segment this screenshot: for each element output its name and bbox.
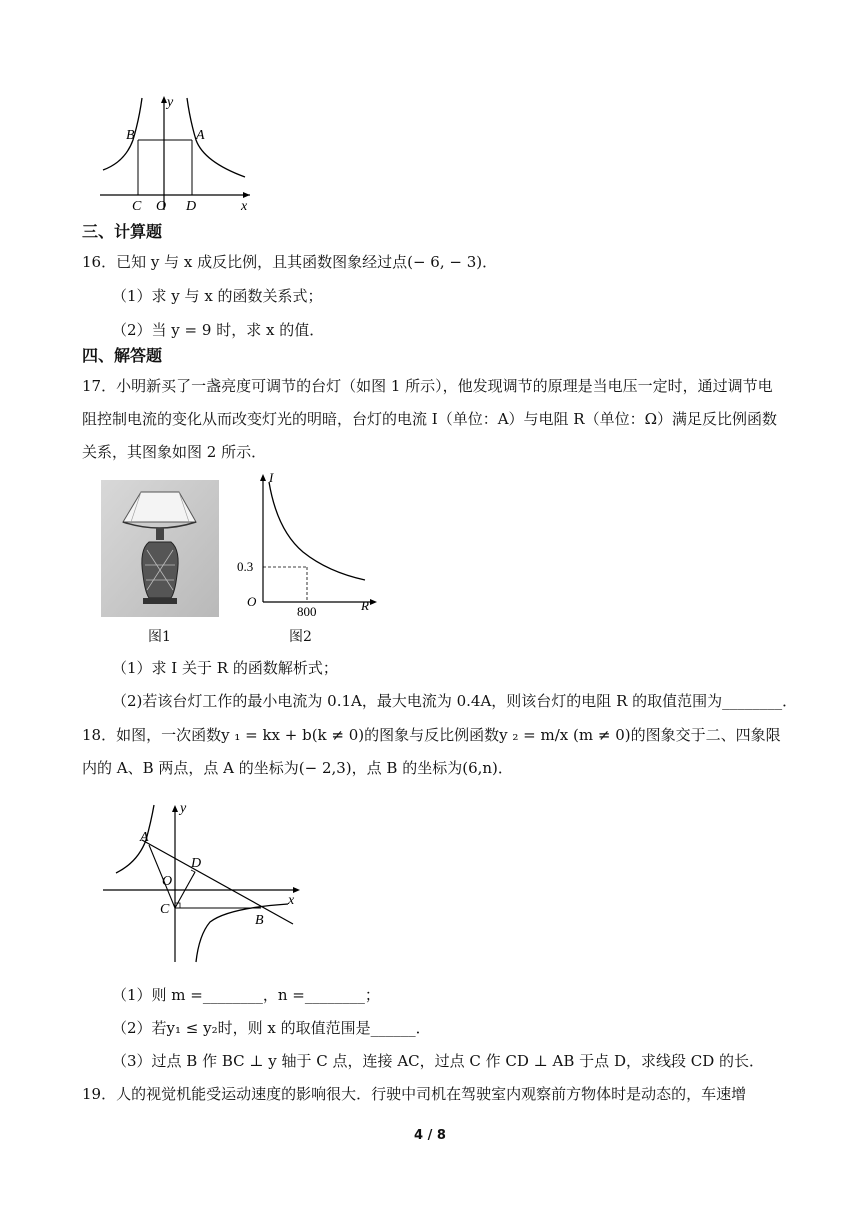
q18-point-c-label: C <box>160 902 170 917</box>
question-18-figure <box>98 800 308 965</box>
graph-x-tick: 800 <box>297 604 317 618</box>
point-d-label: D <box>186 199 197 214</box>
question-18-part-2: （2）若y₁ ≤ y₂时，则 x 的取值范围是______． <box>112 1019 431 1037</box>
y-axis-label: y <box>167 95 174 110</box>
question-19-stem: 19．人的视觉机能受运动速度的影响很大．行驶中司机在驾驶室内观察前方物体时是动态的，车速增 <box>82 1085 747 1103</box>
lamp-photo <box>101 480 219 617</box>
current-resistance-graph <box>233 470 383 618</box>
point-b-label: B <box>126 128 135 143</box>
figure-2-caption: 图2 <box>289 629 312 645</box>
origin-label: O <box>156 199 167 214</box>
x-axis-label: x <box>241 199 248 214</box>
q18-x-axis-label: x <box>288 893 295 908</box>
q18-point-d-label: D <box>191 856 202 871</box>
q18-point-a-label: A <box>140 830 149 845</box>
figure-1-caption: 图1 <box>148 629 171 645</box>
section-heading-4: 四、解答题 <box>82 346 163 365</box>
top-figure <box>95 92 260 214</box>
question-17-stem: 17．小明新买了一盏亮度可调节的台灯（如图 1 所示），他发现调节的原理是当电压一定时，通过调节电阻控制电流的变化从而改变灯光的明暗，台灯的电流 I（单位：A）与电阻 R（单位：Ω）满足反比例函数关系，其图象如图 2 所示． <box>82 377 778 461</box>
page-number: 4 / 8 <box>414 1128 446 1143</box>
question-16-part-2: （2）当 y = 9 时，求 x 的值． <box>112 321 325 339</box>
question-18-part-3: （3）过点 B 作 BC ⊥ y 轴于 C 点，连接 AC，过点 C 作 CD ⊥ AB 于点 D，求线段 CD 的长． <box>112 1052 765 1070</box>
question-18-stem: 18．如图，一次函数y ₁ = kx + b(k ≠ 0)的图象与反比例函数y ₂ = m/x (m ≠ 0)的图象交于二、四象限内的 A、B 两点，点 A 的坐标为(− 2,3)，点 B 的坐标为(6,n)． <box>82 726 781 777</box>
graph-origin-label: O <box>247 594 257 609</box>
point-c-label: C <box>132 199 142 214</box>
q18-point-b-label: B <box>255 913 264 928</box>
graph-y-label: I <box>269 470 274 485</box>
question-17-part-2: （2)若该台灯工作的最小电流为 0.1A，最大电流为 0.4A，则该台灯的电阻 R 的取值范围为________． <box>112 692 798 710</box>
section-heading-3: 三、计算题 <box>82 222 163 241</box>
graph-y-tick: 0.3 <box>237 559 254 574</box>
question-18-part-1: （1）则 m =________，n =________； <box>112 986 380 1004</box>
question-17-part-1: （1）求 I 关于 R 的函数解析式； <box>112 659 338 677</box>
q18-origin-label: O <box>162 874 173 889</box>
graph-x-label: R <box>361 598 369 613</box>
question-16-part-1: （1）求 y 与 x 的函数关系式； <box>112 287 323 305</box>
point-a-label: A <box>196 128 205 143</box>
question-16-stem: 16．已知 y 与 x 成反比例，且其函数图象经过点(− 6, − 3)． <box>82 253 498 271</box>
q18-y-axis-label: y <box>180 801 187 816</box>
